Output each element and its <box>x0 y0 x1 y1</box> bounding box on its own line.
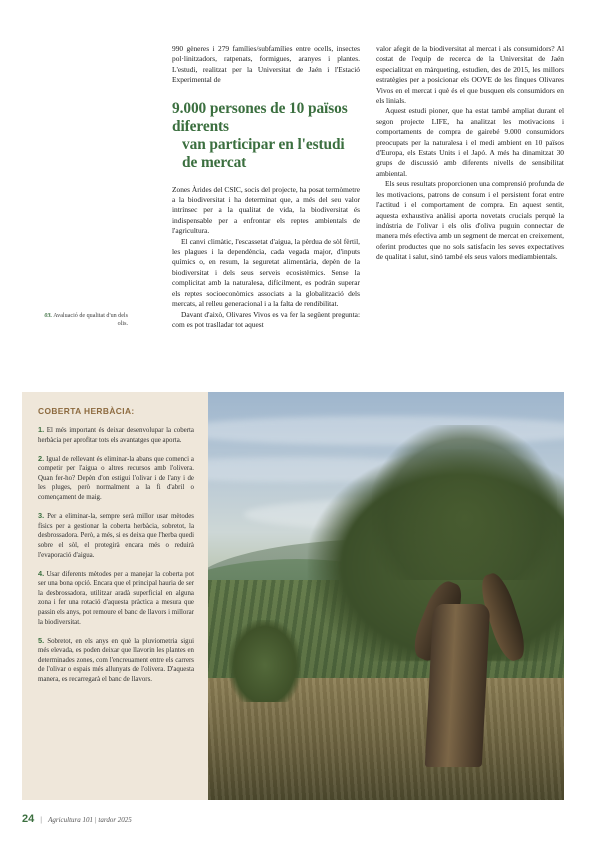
list-item <box>38 511 194 560</box>
list-item-text: Igual de rellevant és eliminar-la abans que comenci a competir per l'aigua o altres recursos amb l'olivera. Quan fer-ho? Depèn d'on estigui l'olivar i de l'any i de les pluges, però normalment a la fi d'abril o començament de maig. <box>38 455 194 502</box>
headline-line-1: 9.000 persones de 10 països diferents <box>172 99 348 135</box>
list-item-text: El més important és deixar desenvolupar la coberta herbàcia per aprofitar tots els avantatges que aporta. <box>38 427 194 444</box>
list-item <box>38 425 194 445</box>
paragraph: Zones Àrides del CSIC, socis del projecte, ha posat termòmetre a la biodiversitat i ha determinat que, a més del seu valor intrínsec per a la qualitat de vida, la biodiversitat és indispensable per a enfrontar els reptes ambientals de l'agricultura. <box>172 184 360 236</box>
left-text-column <box>172 44 360 330</box>
sidebox-herbaceous-cover <box>22 392 208 800</box>
headline-line-2: van participar en l'estudi de mercat <box>182 135 345 171</box>
photo-olive-tree-canopy-upper <box>372 425 557 580</box>
paragraph: Els seus resultats proporcionen una comprensió profunda de les motivacions, patrons de consum i el persistent forat entre l'actitud i el comportament de compra. En aquest sentit, aquesta exhaustiva anàlisi aporta novetats crucials perquè la indústria de l'olivar i els olis d'oliva puguin connectar de manera més efectiva amb un segment de mercat en creixement, oferint productes que no sols satisfacin les seves expectatives de qualitat i salut, sinó també els seus valors mediambientals. <box>376 179 564 262</box>
photo-olive-tree-trunk <box>424 604 490 767</box>
paragraph: Davant d'això, Olivares Vivos es va fer la següent pregunta: com es pot traslladar tot aquest <box>172 309 360 329</box>
photo-background-tree <box>229 620 300 702</box>
paragraph: El canvi climàtic, l'escassetat d'aigua, la pèrdua de sòl fèrtil, les plagues i la dependència, cada vegada major, d'inputs químics o, en resum, la seguretat alimentària, depèn de la biodiversitat i dels seus serveis ecosistèmics. Sense la complicitat amb la naturalesa, difícilment, es podrán superar els reptes socioeconòmics associats a la globalització dels mercats, al relleu generacional i a la falta de rendibilitat. <box>172 236 360 309</box>
paragraph: Aquest estudi pioner, que ha estat també ampliat durant el segon projecte LIFE, ha analitzat les motivacions i comportaments de compra de gairebé 9.000 consumidors preocupats per la naturalesa i el medi ambient en 10 països d'Europa, els Estats Units i el Japó. A més ha dinamitzat 30 grups de discussió amb diferents nivells de sensibilitat ambiental. <box>376 106 564 178</box>
paragraph: valor afegit de la biodiversitat al mercat i als consumidors? Al costat de l'equip de recerca de la Universitat de Jaén especialitzat en màrqueting, estudien, des de 2015, les millors estratègies per a posicionar els OOVE de les finques Olivares Vivos en el mercat i què és el que busquen els consumidors en els linials. <box>376 44 564 106</box>
footer-separator: | <box>40 817 43 824</box>
list-item-text: Per a eliminar-la, sempre serà millor usar mètodes físics per a gestionar la coberta herbàcia, sobretot, la desbrossadora. Però, a més, si es deixa que l'herba quedi sobre el sòl, el protegirà encara més o reduirà l'evaporació d'aigua. <box>38 513 194 559</box>
footer-publication: Agricultura 101 | tardor 2025 <box>48 816 132 824</box>
list-item-number: 5. <box>38 635 45 645</box>
page-number: 24 <box>22 813 35 825</box>
olive-grove-landscape-photo <box>208 392 564 800</box>
page-title <box>172 100 360 172</box>
sidebox-title: COBERTA HERBÀCIA: <box>38 406 135 416</box>
figure-caption-text: Avaluació de qualitat d'un dels olis. <box>53 313 128 328</box>
list-item-number: 1. <box>38 425 45 434</box>
list-item <box>38 454 194 503</box>
list-item-number: 2. <box>38 453 45 463</box>
page-footer <box>22 813 132 825</box>
list-item-number: 3. <box>38 511 45 521</box>
right-text-column <box>376 44 564 263</box>
figure-caption-number: 03. <box>44 313 53 319</box>
list-item <box>38 569 194 628</box>
list-item-text: Sobretot, en els anys en què la pluviometria sigui més elevada, es poden deixar que llavorin les plantes en determinades zones, com l'encreuament entre els carrers de l'olivar o espais més allunyats de l'olivera. D'aquesta manera, es recarregarà el banc de llavors. <box>38 637 194 684</box>
list-item-text: Usar diferents mètodes per a manejar la coberta pot ser una bona opció. Encara que el principal hauria de ser la desbrossadora, utilitzar aradà superficial en alguna zona i fer una rotació d'aquesta pràctica a mesura que passin els anys, pot remoure el banc de llavors i millorar la biodiversitat. <box>38 570 194 626</box>
figure-caption <box>36 312 128 328</box>
paragraph: 990 gèneres i 279 famílies/subfamílies entre ocells, insectes pol·linitzadors, ratpenats, formigues, aranyes i plantes. L'estudi, realitzat per la Universitat de Jaén i l'Estació Experimental de <box>172 44 360 85</box>
list-item <box>38 636 194 685</box>
article-text-area <box>36 44 564 384</box>
list-item-number: 4. <box>38 568 45 578</box>
